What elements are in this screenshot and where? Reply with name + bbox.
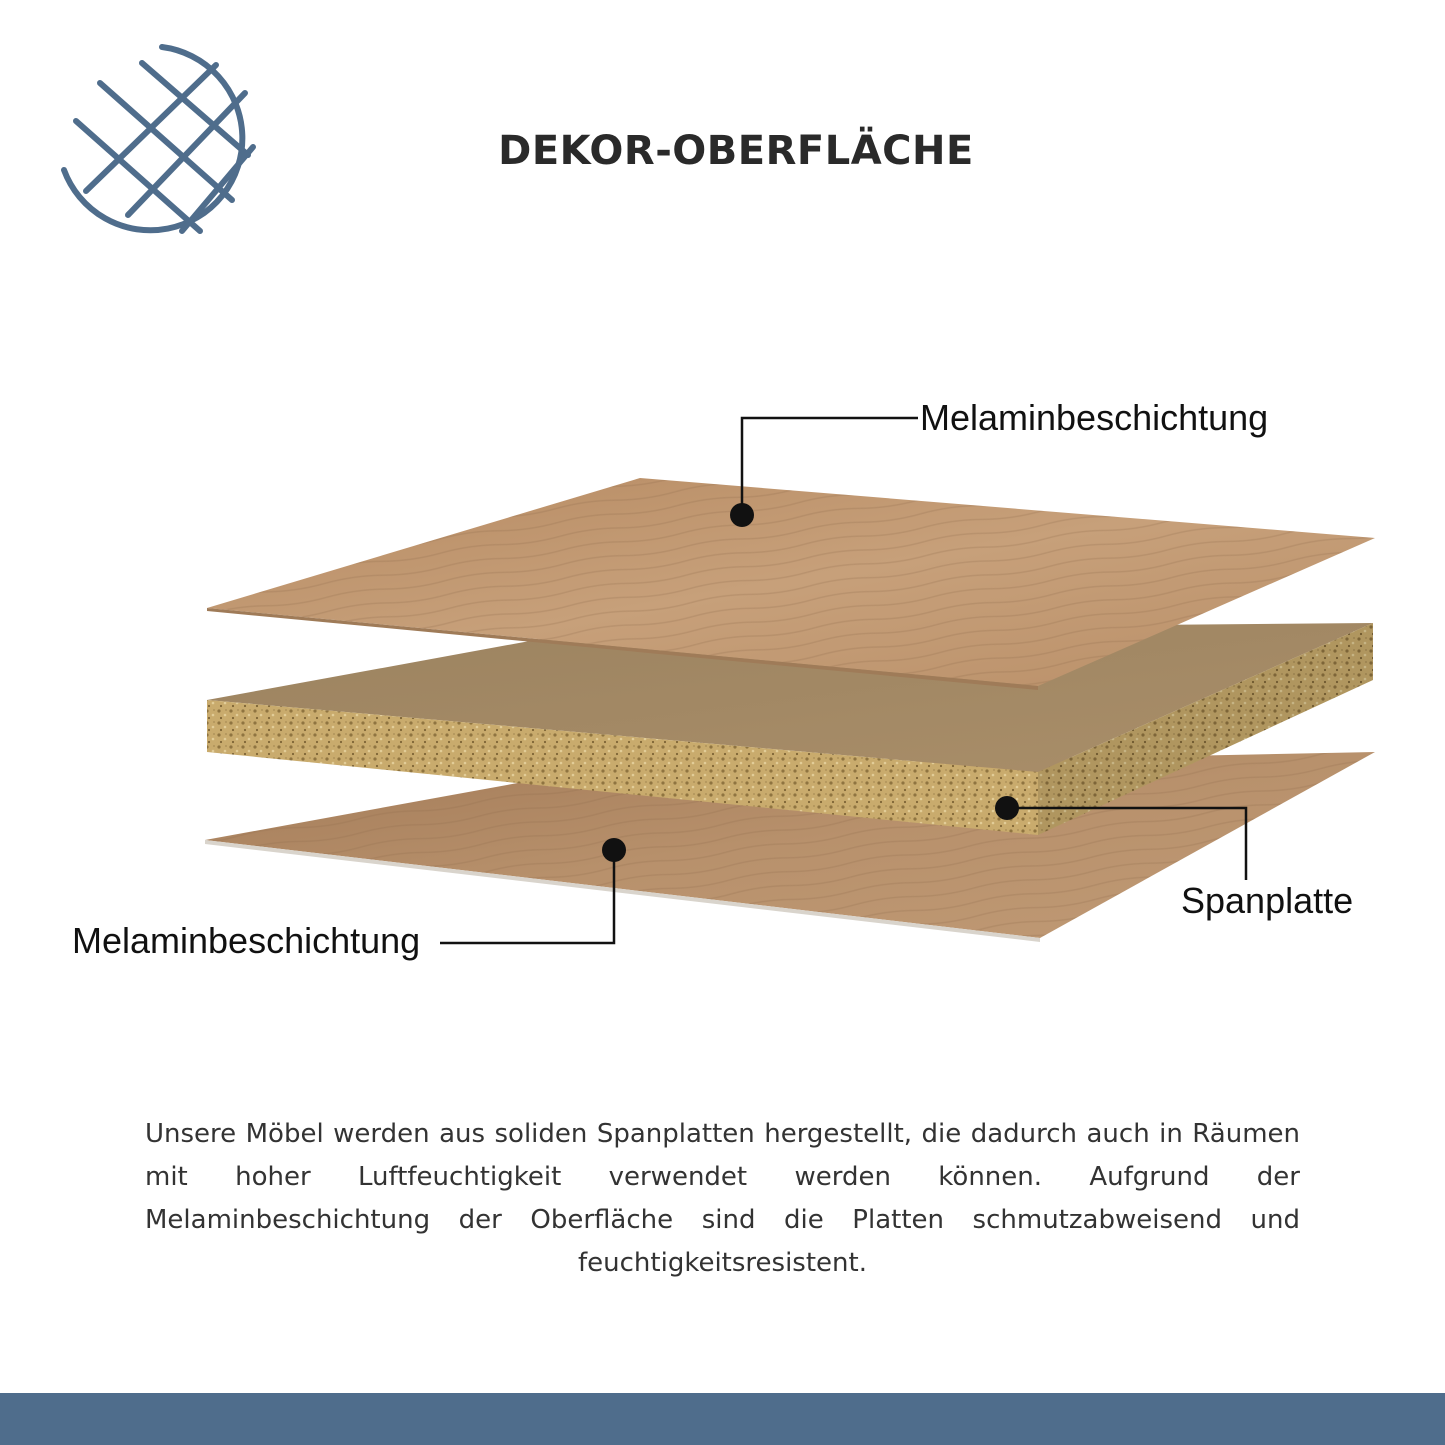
- callout-dot-bottom: [602, 838, 626, 862]
- bottom-brand-bar: [0, 1393, 1445, 1445]
- callout-dot-middle: [995, 796, 1019, 820]
- label-chipboard: Spanplatte: [1181, 880, 1354, 921]
- callout-dot-top: [730, 503, 754, 527]
- page-title: DEKOR-OBERFLÄCHE: [498, 128, 974, 174]
- description-text: Unsere Möbel werden aus soliden Spanplatten hergestellt, die dadurch auch in Räumen mit hoher Luftfeuchtigkeit verwendet werden können. Aufgrund der Melaminbeschichtung der Oberfläche sind die Platten schmutzabweisend und feuchtigkeitsresistent.: [145, 1119, 1300, 1278]
- layer-diagram: [0, 380, 1445, 980]
- label-bottom-melamine: Melaminbeschichtung: [72, 920, 421, 961]
- label-top-melamine: Melaminbeschichtung: [920, 397, 1269, 438]
